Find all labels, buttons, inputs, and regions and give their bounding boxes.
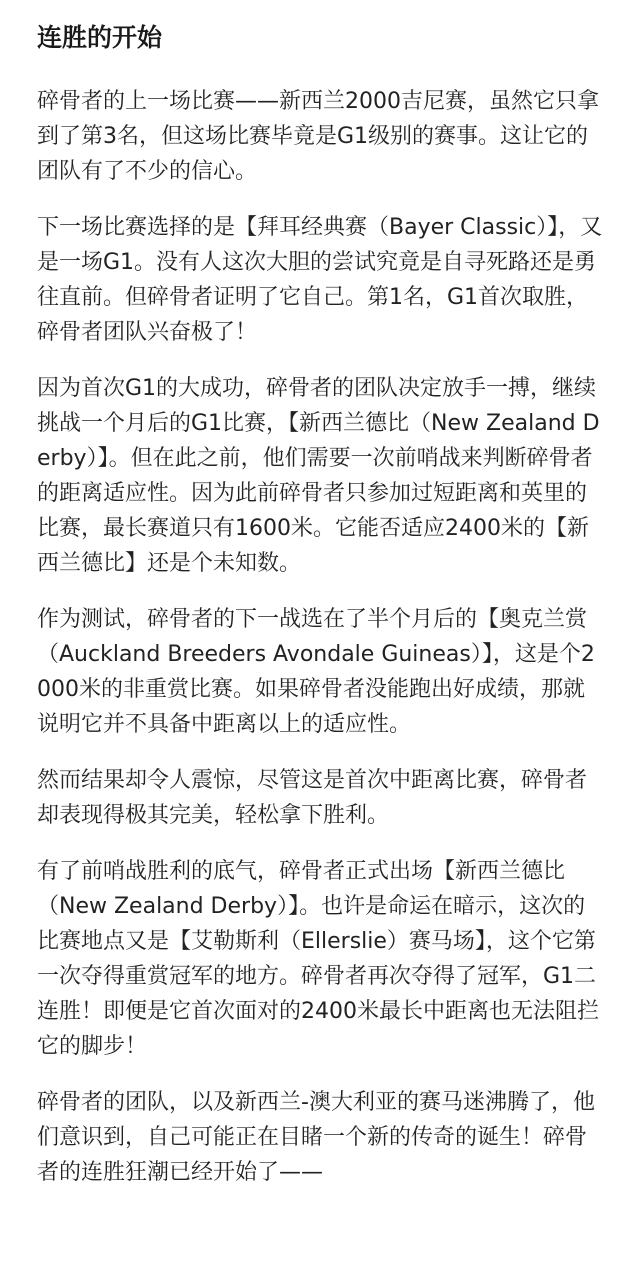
paragraph-4: 作为测试，碎骨者的下一战选在了半个月后的【奥克兰赏（Auckland Breeders Avondale Guineas）】，这是个2000米的非重赏比赛。如果碎骨者没能跑出好成绩，那就说明它并不具备中距离以上的适应性。 xyxy=(37,607,595,737)
paragraph-5: 然而结果却令人震惊，尽管这是首次中距离比赛，碎骨者却表现得极其完美，轻松拿下胜利。 xyxy=(37,768,588,828)
paragraph-3: 因为首次G1的大成功，碎骨者的团队决定放手一搏，继续挑战一个月后的G1比赛，【新西兰德比（New Zealand Derby）】。但在此之前，他们需要一次前哨战来判断碎骨者的距离适应性。因为此前碎骨者只参加过短距离和英里的比赛，最长赛道只有1600米。它能否适应2400米的【新西兰德比】还是个未知数。 xyxy=(37,376,600,576)
paragraph-7: 碎骨者的团队，以及新西兰-澳大利亚的赛马迷沸腾了，他们意识到，自己可能正在目睹一个新的传奇的诞生！碎骨者的连胜狂潮已经开始了—— xyxy=(37,1090,595,1185)
paragraph-1: 碎骨者的上一场比赛——新西兰2000吉尼赛，虽然它只拿到了第3名，但这场比赛毕竟是G1级别的赛事。这让它的团队有了不少的信心。 xyxy=(37,89,599,184)
paragraph-6: 有了前哨战胜利的底气，碎骨者正式出场【新西兰德比（New Zealand Derby）】。也许是命运在暗示，这次的比赛地点又是【艾勒斯利（Ellerslie）赛马场】，这个它第一次夺得重赏冠军的地方。碎骨者再次夺得了冠军，G1二连胜！即便是它首次面对的2400米最长中距离也无法阻拦它的脚步！ xyxy=(37,859,599,1059)
article-title: 连胜的开始 xyxy=(37,23,163,52)
article-body xyxy=(37,84,603,1211)
paragraph-2: 下一场比赛选择的是【拜耳经典赛（Bayer Classic）】，又是一场G1。没有人这次大胆的尝试究竟是自寻死路还是勇往直前。但碎骨者证明了它自己。第1名，G1首次取胜，碎骨者团队兴奋极了！ xyxy=(37,215,603,345)
